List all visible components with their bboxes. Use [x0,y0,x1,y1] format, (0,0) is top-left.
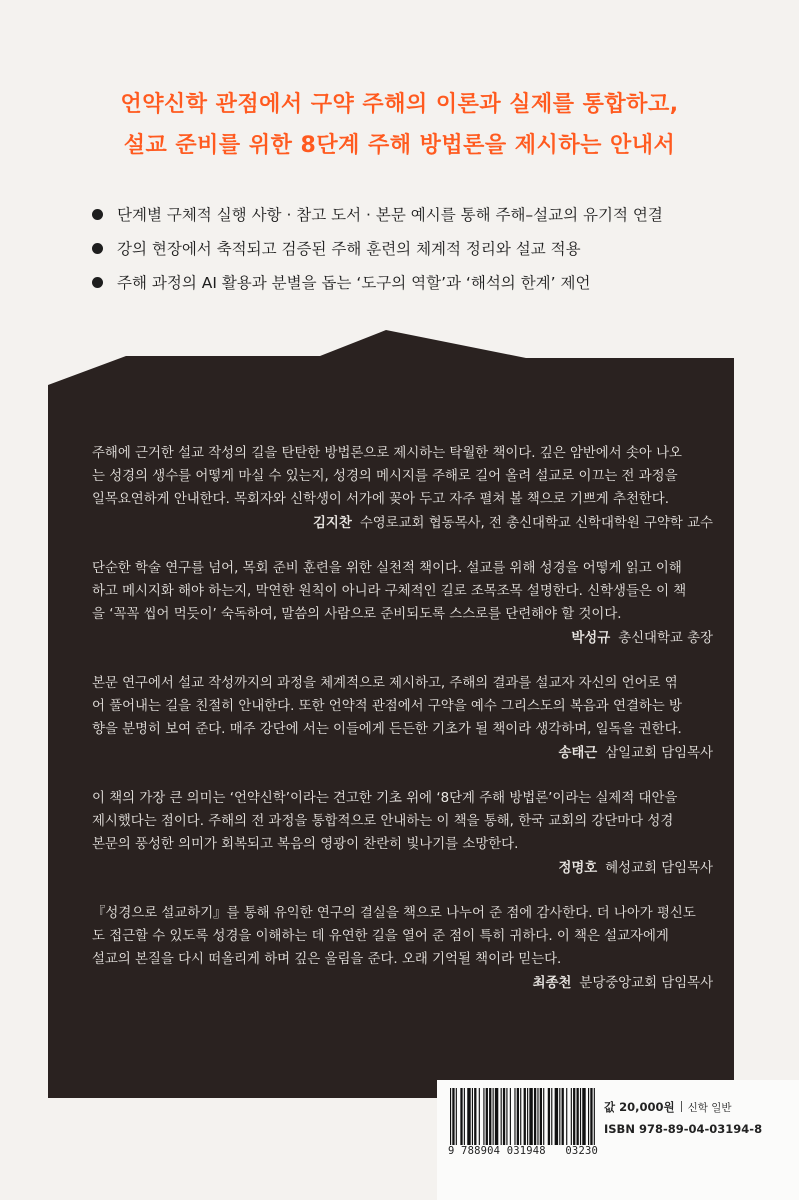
review-line: 단순한 학술 연구를 넘어, 목회 준비 훈련을 위한 실천적 책이다. 설교를 위해 성경을 어떻게 읽고 이해 [92,561,682,576]
review-line: 어 풀어내는 길을 친절히 안내한다. 또한 언약적 관점에서 구약을 예수 그리스도의 복음과 연결하는 방 [92,699,682,714]
review-line: 이 책의 가장 큰 의미는 ‘언약신학’이라는 견고한 기초 위에 ‘8단계 주해 방법론’이라는 실제적 대안을 [92,791,678,806]
review-author [92,857,713,880]
review-author [92,972,713,995]
review-text [92,902,713,971]
reviewer-role: 총신대학교 총장 [618,631,713,646]
review-line: 제시했다는 점이다. 주해의 전 과정을 통합적으로 안내하는 이 책을 통해, 한국 교회의 강단마다 성경 [92,814,674,829]
barcode-addon: 03230 [565,1145,599,1157]
divider [681,1101,682,1112]
category-label: 신학 일반 [687,1102,732,1114]
review-line: 는 성경의 생수를 어떻게 마실 수 있는지, 성경의 메시지를 주해로 길어 올려 설교로 이끄는 전 과정을 [92,469,678,484]
reviewer-role: 혜성교회 담임목사 [605,861,713,876]
review-line: 향을 분명히 보여 준다. 매주 강단에 서는 이들에게 든든한 기초가 될 책이라 생각하며, 일독을 권한다. [92,722,682,737]
headline-line-1: 언약신학 관점에서 구약 주해의 이론과 실제를 통합하고, [120,92,679,117]
barcode-numbers [448,1145,598,1157]
review-line: 설교의 본질을 다시 떠올리게 하며 깊은 울림을 준다. 오래 기억될 책이라 믿는다. [92,952,562,967]
review-text [92,557,713,626]
reviewer-role: 수영로교회 협동목사, 전 총신대학교 신학대학원 구약학 교수 [359,516,713,531]
headline-line-2: 설교 준비를 위한 8단계 주해 방법론을 제시하는 안내서 [123,133,676,158]
feature-text: 강의 현장에서 축적되고 검증된 주해 훈련의 체계적 정리와 설교 적용 [117,240,581,258]
review-item [92,557,713,650]
reviewer-role: 분당중앙교회 담임목사 [579,976,713,991]
review-author [92,512,713,535]
review-line: 도 접근할 수 있도록 성경을 이해하는 데 유연한 길을 열어 준 점이 특히 귀하다. 이 책은 설교자에게 [92,929,669,944]
isbn-label: ISBN 978-89-04-03194-8 [604,1122,763,1136]
review-line: 하고 메시지화 해야 하는지, 막연한 원칙이 아니라 구체적인 길로 조목조목 설명한다. 신학생들은 이 책 [92,584,687,599]
reviewer-name: 송태근 [558,746,598,761]
review-author [92,742,713,765]
review-line: 본문 연구에서 설교 작성까지의 과정을 체계적으로 제시하고, 주해의 결과를 설교자 자신의 언어로 엮 [92,676,678,691]
review-text [92,672,713,741]
feature-text: 주해 과정의 AI 활용과 분별을 돕는 ‘도구의 역할’과 ‘해석의 한계’ 제언 [117,274,591,292]
review-list [92,442,713,1017]
review-text [92,442,713,511]
review-item [92,787,713,880]
reviewer-name: 박성규 [571,631,611,646]
review-line: 『성경으로 설교하기』를 통해 유익한 연구의 결실을 책으로 나누어 준 점에 감사한다. 더 나아가 평신도 [92,906,696,921]
feature-text: 단계별 구체적 실행 사항 · 참고 도서 · 본문 예시를 통해 주해–설교의 유기적 연결 [117,206,663,224]
price-line [604,1099,732,1115]
review-item [92,672,713,765]
review-line: 본문의 풍성한 의미가 회복되고 복음의 영광이 찬란히 빛나기를 소망한다. [92,837,519,852]
reviewer-name: 최종천 [532,976,572,991]
barcode-digits: 9 788904 031948 [448,1145,546,1157]
reviewer-name: 정명호 [558,861,598,876]
price-label: 값 20,000원 [604,1100,675,1114]
barcode-icon [448,1088,598,1145]
reviewer-role: 삼일교회 담임목사 [605,746,713,761]
review-line: 일목요연하게 안내한다. 목회자와 신학생이 서가에 꽂아 두고 자주 펼쳐 볼 책으로 기쁘게 추천한다. [92,492,670,507]
review-item [92,442,713,535]
reviewer-name: 김지찬 [313,516,352,531]
review-text [92,787,713,856]
review-line: 주해에 근거한 설교 작성의 길을 탄탄한 방법론으로 제시하는 탁월한 책이다. 깊은 암반에서 솟아 나오 [92,446,682,461]
review-author [92,627,713,650]
review-item [92,902,713,995]
review-line: 을 ‘꼭꼭 씹어 먹듯이’ 숙독하여, 말씀의 사람으로 준비되도록 스스로를 단련해야 할 것이다. [92,607,622,622]
